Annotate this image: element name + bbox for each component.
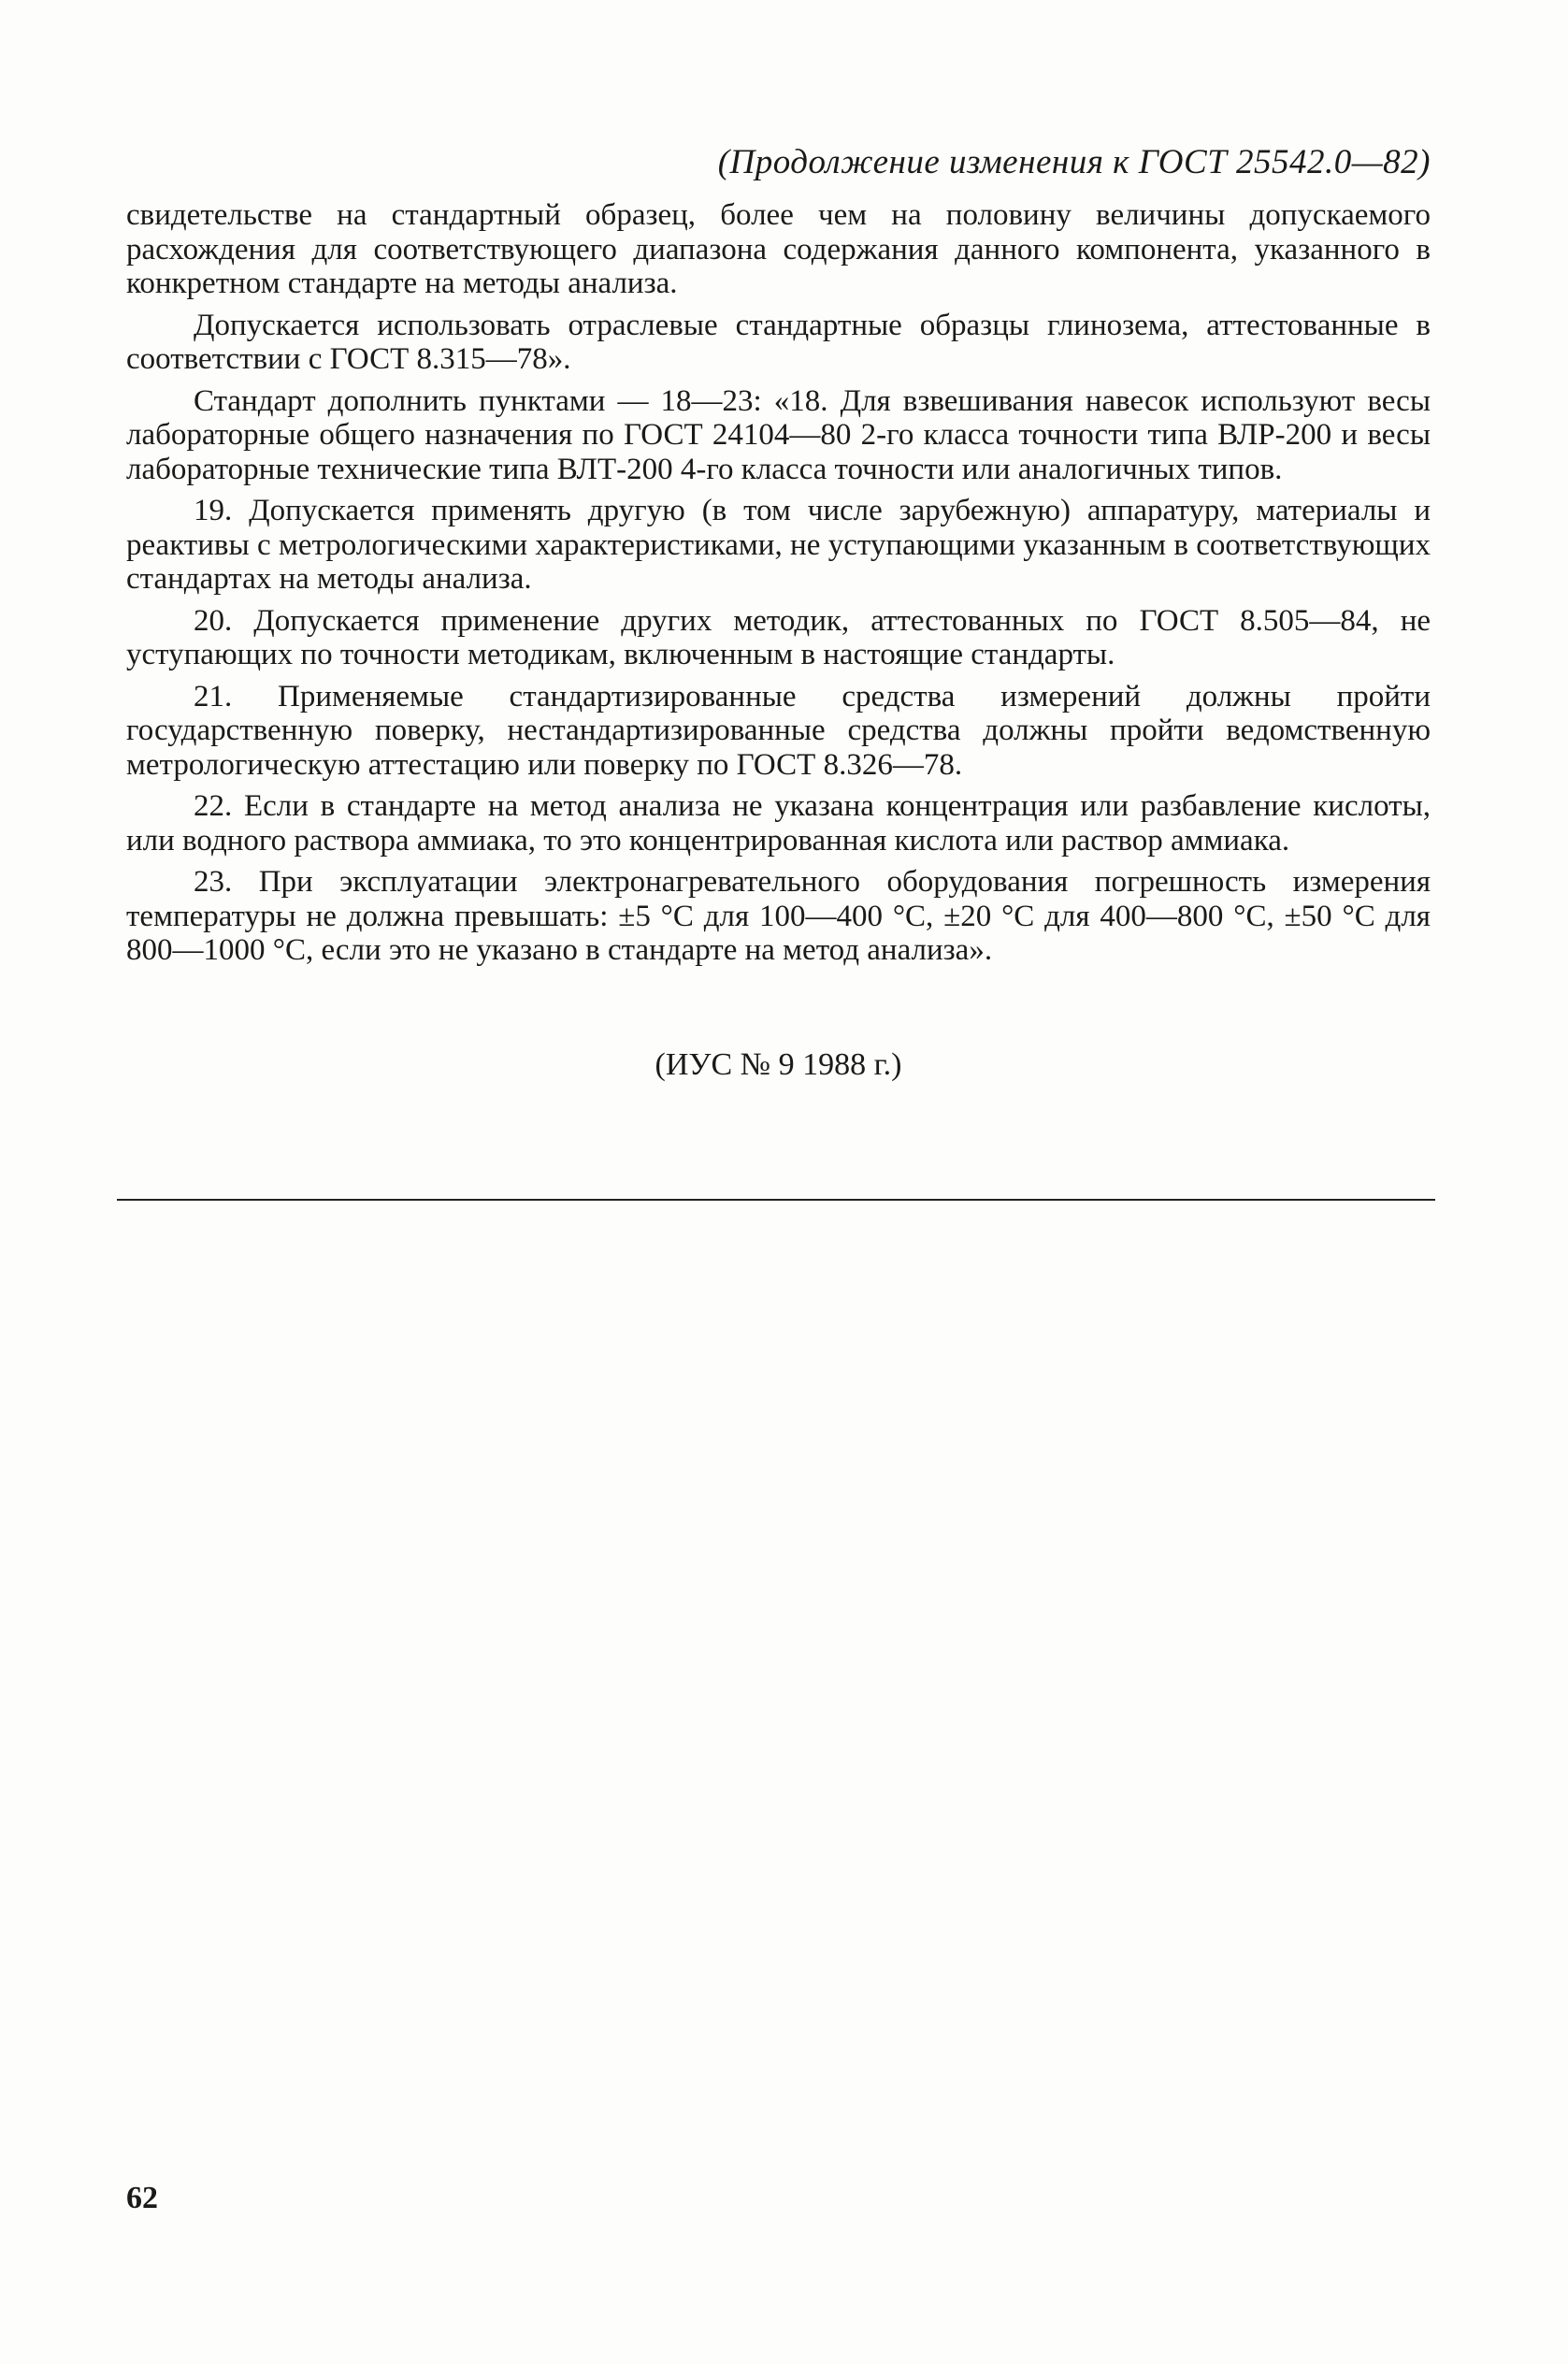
paragraph-item-20: 20. Допускается применение других методик, аттестованных по ГОСТ 8.505—84, не уступающих по точности методикам, включенным в настоящие стандарты. <box>126 603 1431 671</box>
paragraph-item-19: 19. Допускается применять другую (в том числе зарубежную) аппаратуру, материалы и реактивы с метрологическими характеристиками, не уступающими указанным в соответствующих стандартах на методы анализа. <box>126 494 1431 596</box>
horizontal-rule <box>117 1199 1435 1201</box>
page-number: 62 <box>126 2181 158 2215</box>
running-title: (Продолжение изменения к ГОСТ 25542.0—82) <box>717 143 1431 181</box>
body-text <box>126 198 1431 975</box>
paragraph-item-18: Стандарт дополнить пунктами — 18—23: «18. Для взвешивания навесок используют весы лабораторные общего назначения по ГОСТ 24104—80 2-го класса точности типа ВЛР-200 и весы лабораторные технические типа ВЛТ-200 4-го класса точности или аналогичных типов. <box>126 383 1431 486</box>
paragraph-item-23: 23. При эксплуатации электронагревательного оборудования погрешность измерения температуры не должна превышать: ±5 °С для 100—400 °С, ±20 °С для 400—800 °С, ±50 °С для 800—1000 °С, если это не указано в стандарте на метод анализа». <box>126 865 1431 967</box>
paragraph-item-21: 21. Применяемые стандартизированные средства измерений должны пройти государственную поверку, нестандартизированные средства должны пройти ведомственную метрологическую аттестацию или поверку по ГОСТ 8.326—78. <box>126 679 1431 782</box>
paragraph-continuation: свидетельстве на стандартный образец, более чем на половину величины допускаемого расхождения для соответствующего диапазона содержания данного компонента, указанного в конкретном стандарте на методы анализа. <box>126 198 1431 300</box>
source-note: (ИУС № 9 1988 г.) <box>655 1047 902 1082</box>
paragraph-item-22: 22. Если в стандарте на метод анализа не указана концентрация или разбавление кислоты, или водного раствора аммиака, то это концентрированная кислота или раствор аммиака. <box>126 789 1431 858</box>
paragraph-reference-materials: Допускается использовать отраслевые стандартные образцы глинозема, аттестованные в соответствии с ГОСТ 8.315—78». <box>126 308 1431 376</box>
